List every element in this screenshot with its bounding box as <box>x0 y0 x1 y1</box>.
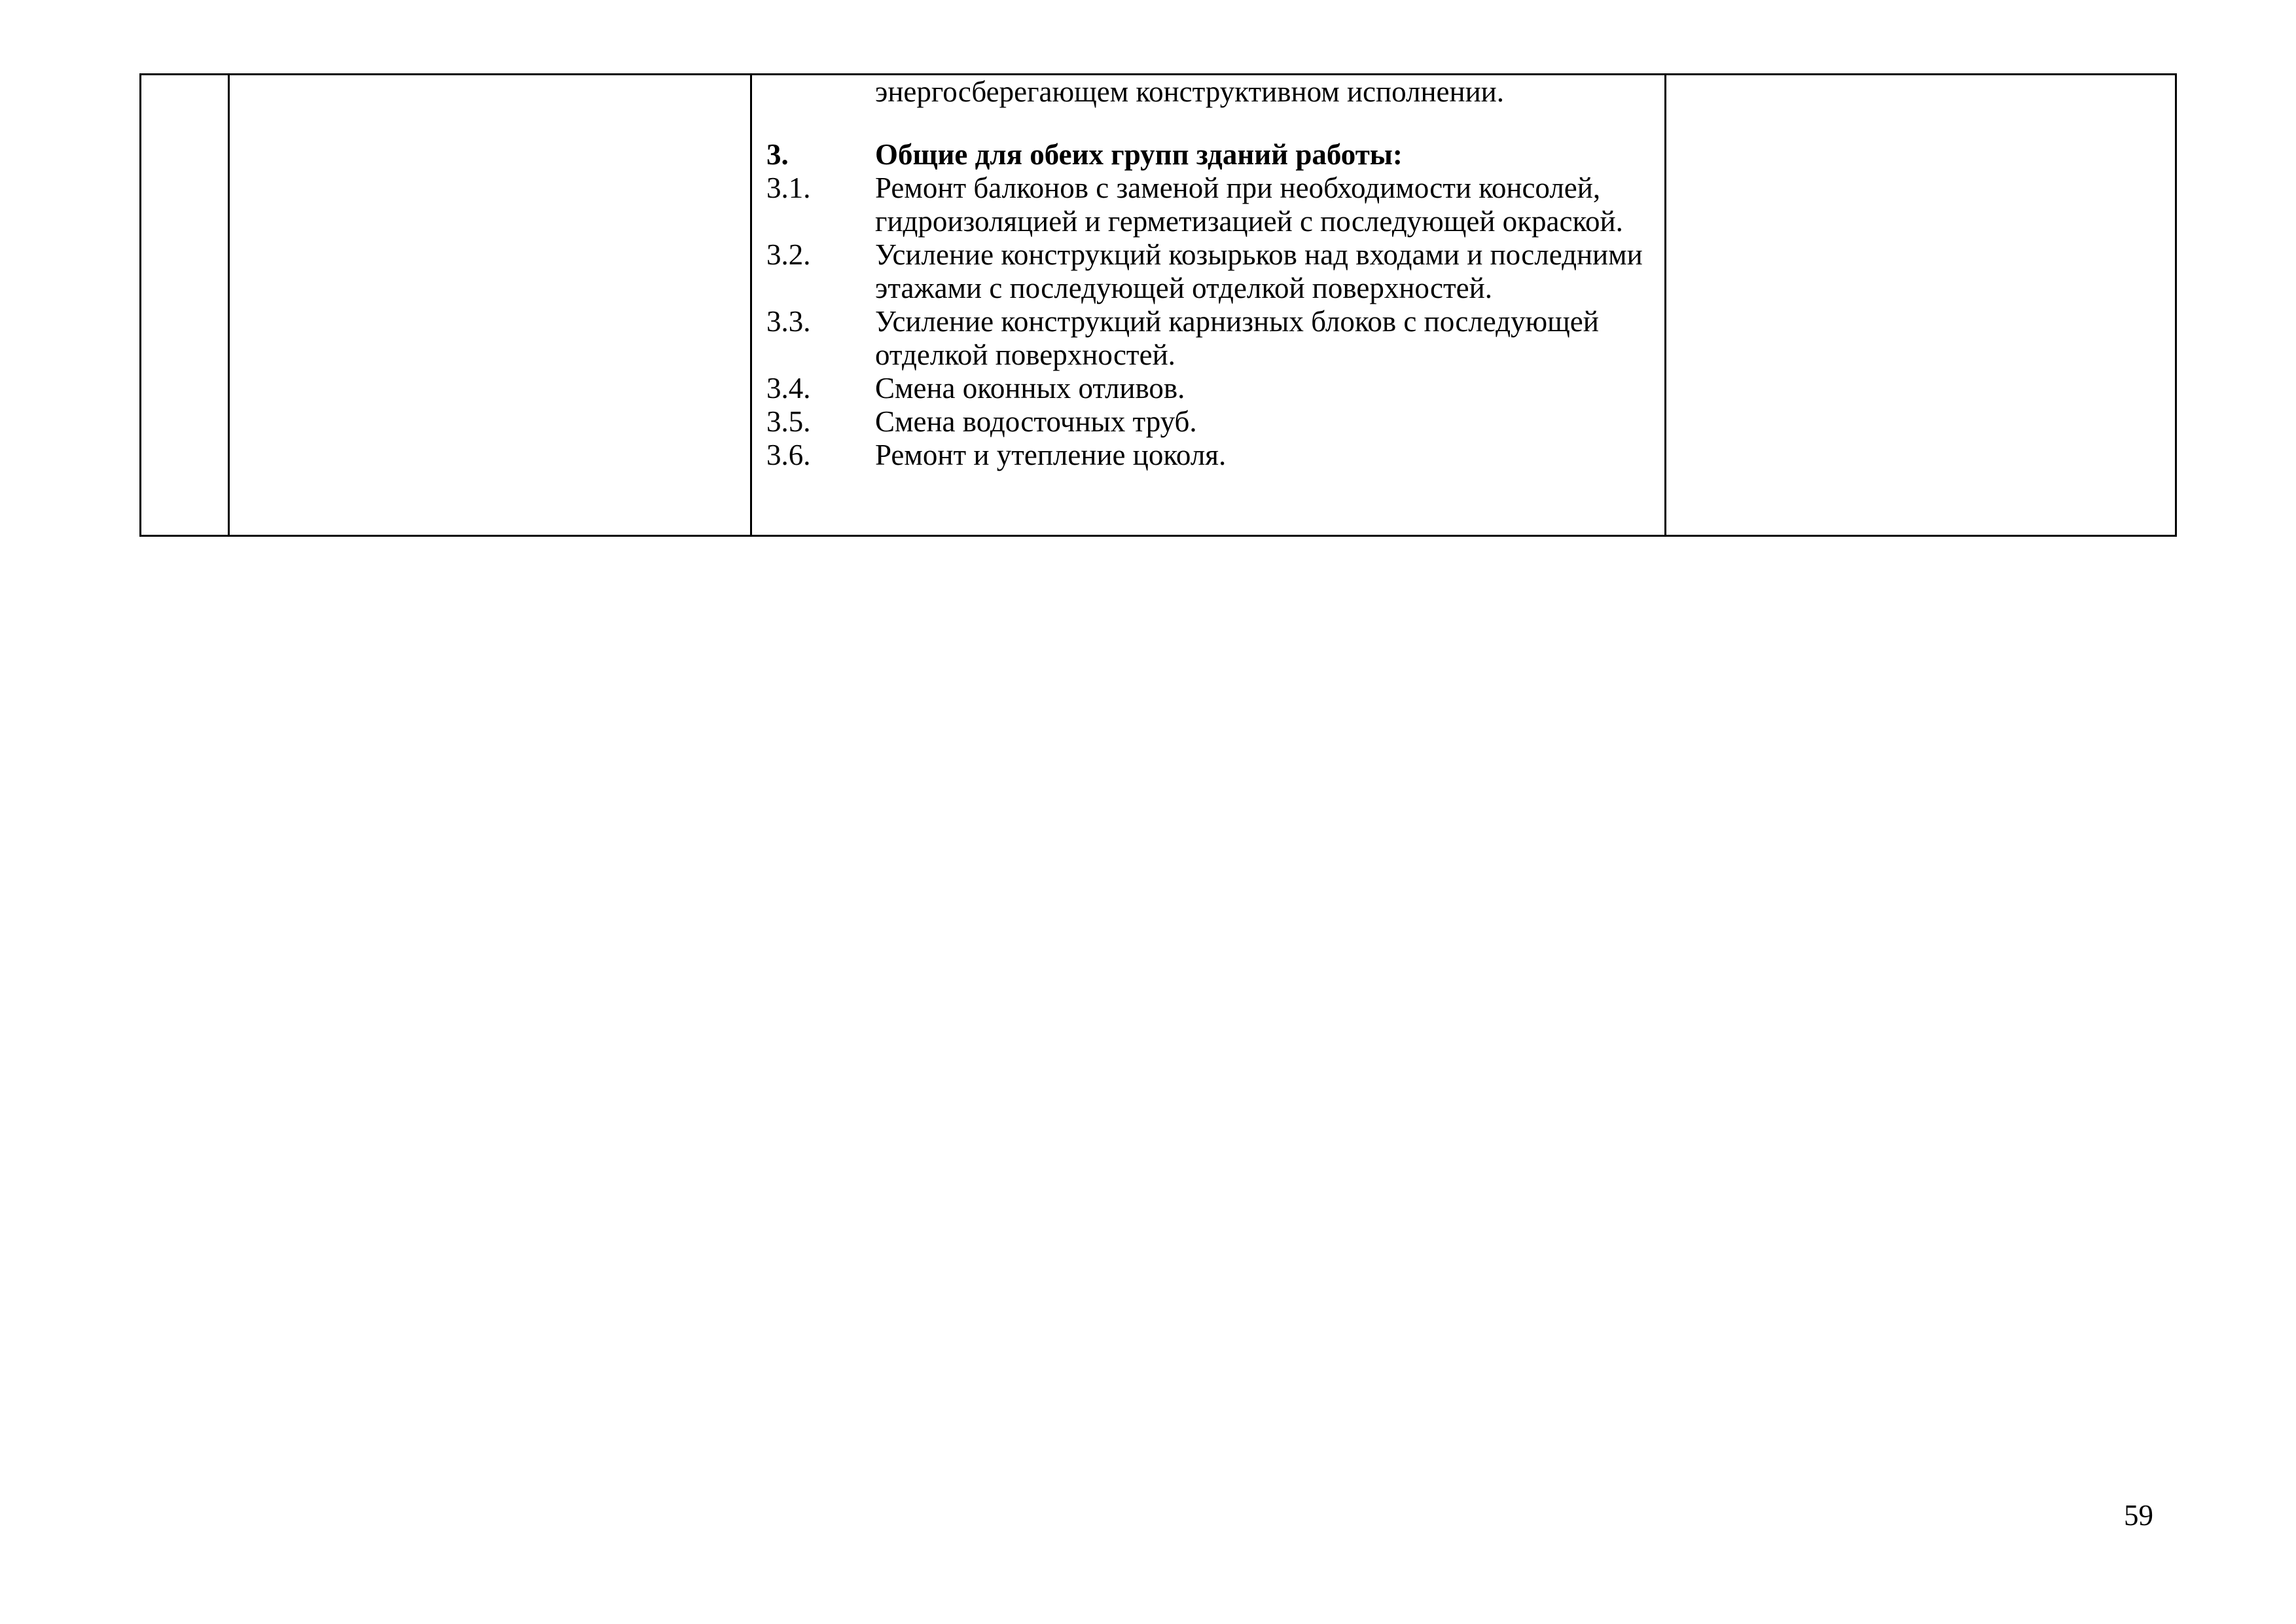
list-item <box>766 439 1653 472</box>
list-item <box>766 238 1653 305</box>
list-item <box>766 171 1653 238</box>
section-heading <box>766 138 1653 171</box>
list-item <box>766 372 1653 405</box>
table-cell-index <box>141 75 229 536</box>
section-number: 3. <box>766 138 789 171</box>
item-number: 3.6. <box>766 439 811 471</box>
list-item <box>766 405 1653 439</box>
table-cell-notes <box>1666 75 2176 536</box>
table-cell-works <box>751 75 1666 536</box>
continuation-text: энергосберегающем конструктивном исполнении. <box>875 75 1505 108</box>
page-number: 59 <box>2124 1499 2153 1532</box>
works-table <box>139 73 2177 537</box>
item-text: Смена водосточных труб. <box>875 405 1197 438</box>
continuation-line <box>766 75 1653 109</box>
section-title: Общие для обеих групп зданий работы: <box>875 138 1403 171</box>
item-number: 3.2. <box>766 238 811 271</box>
item-number: 3.5. <box>766 405 811 438</box>
item-text: Усиление конструкций карнизных блоков с последующей отделкой поверхностей. <box>875 305 1599 371</box>
item-text: Ремонт и утепление цоколя. <box>875 439 1227 471</box>
item-text: Смена оконных отливов. <box>875 372 1185 405</box>
spacer <box>766 109 1653 138</box>
item-number: 3.3. <box>766 305 811 338</box>
works-list <box>752 75 1664 472</box>
item-text: Ремонт балконов с заменой при необходимости консолей, гидроизоляцией и герметизацией с последующей окраской. <box>875 171 1623 238</box>
item-number: 3.1. <box>766 171 811 204</box>
item-number: 3.4. <box>766 372 811 405</box>
table-row <box>141 75 2176 536</box>
table-cell-object <box>229 75 751 536</box>
list-item <box>766 305 1653 372</box>
item-text: Усиление конструкций козырьков над входами и последними этажами с последующей отделкой поверхностей. <box>875 238 1643 304</box>
